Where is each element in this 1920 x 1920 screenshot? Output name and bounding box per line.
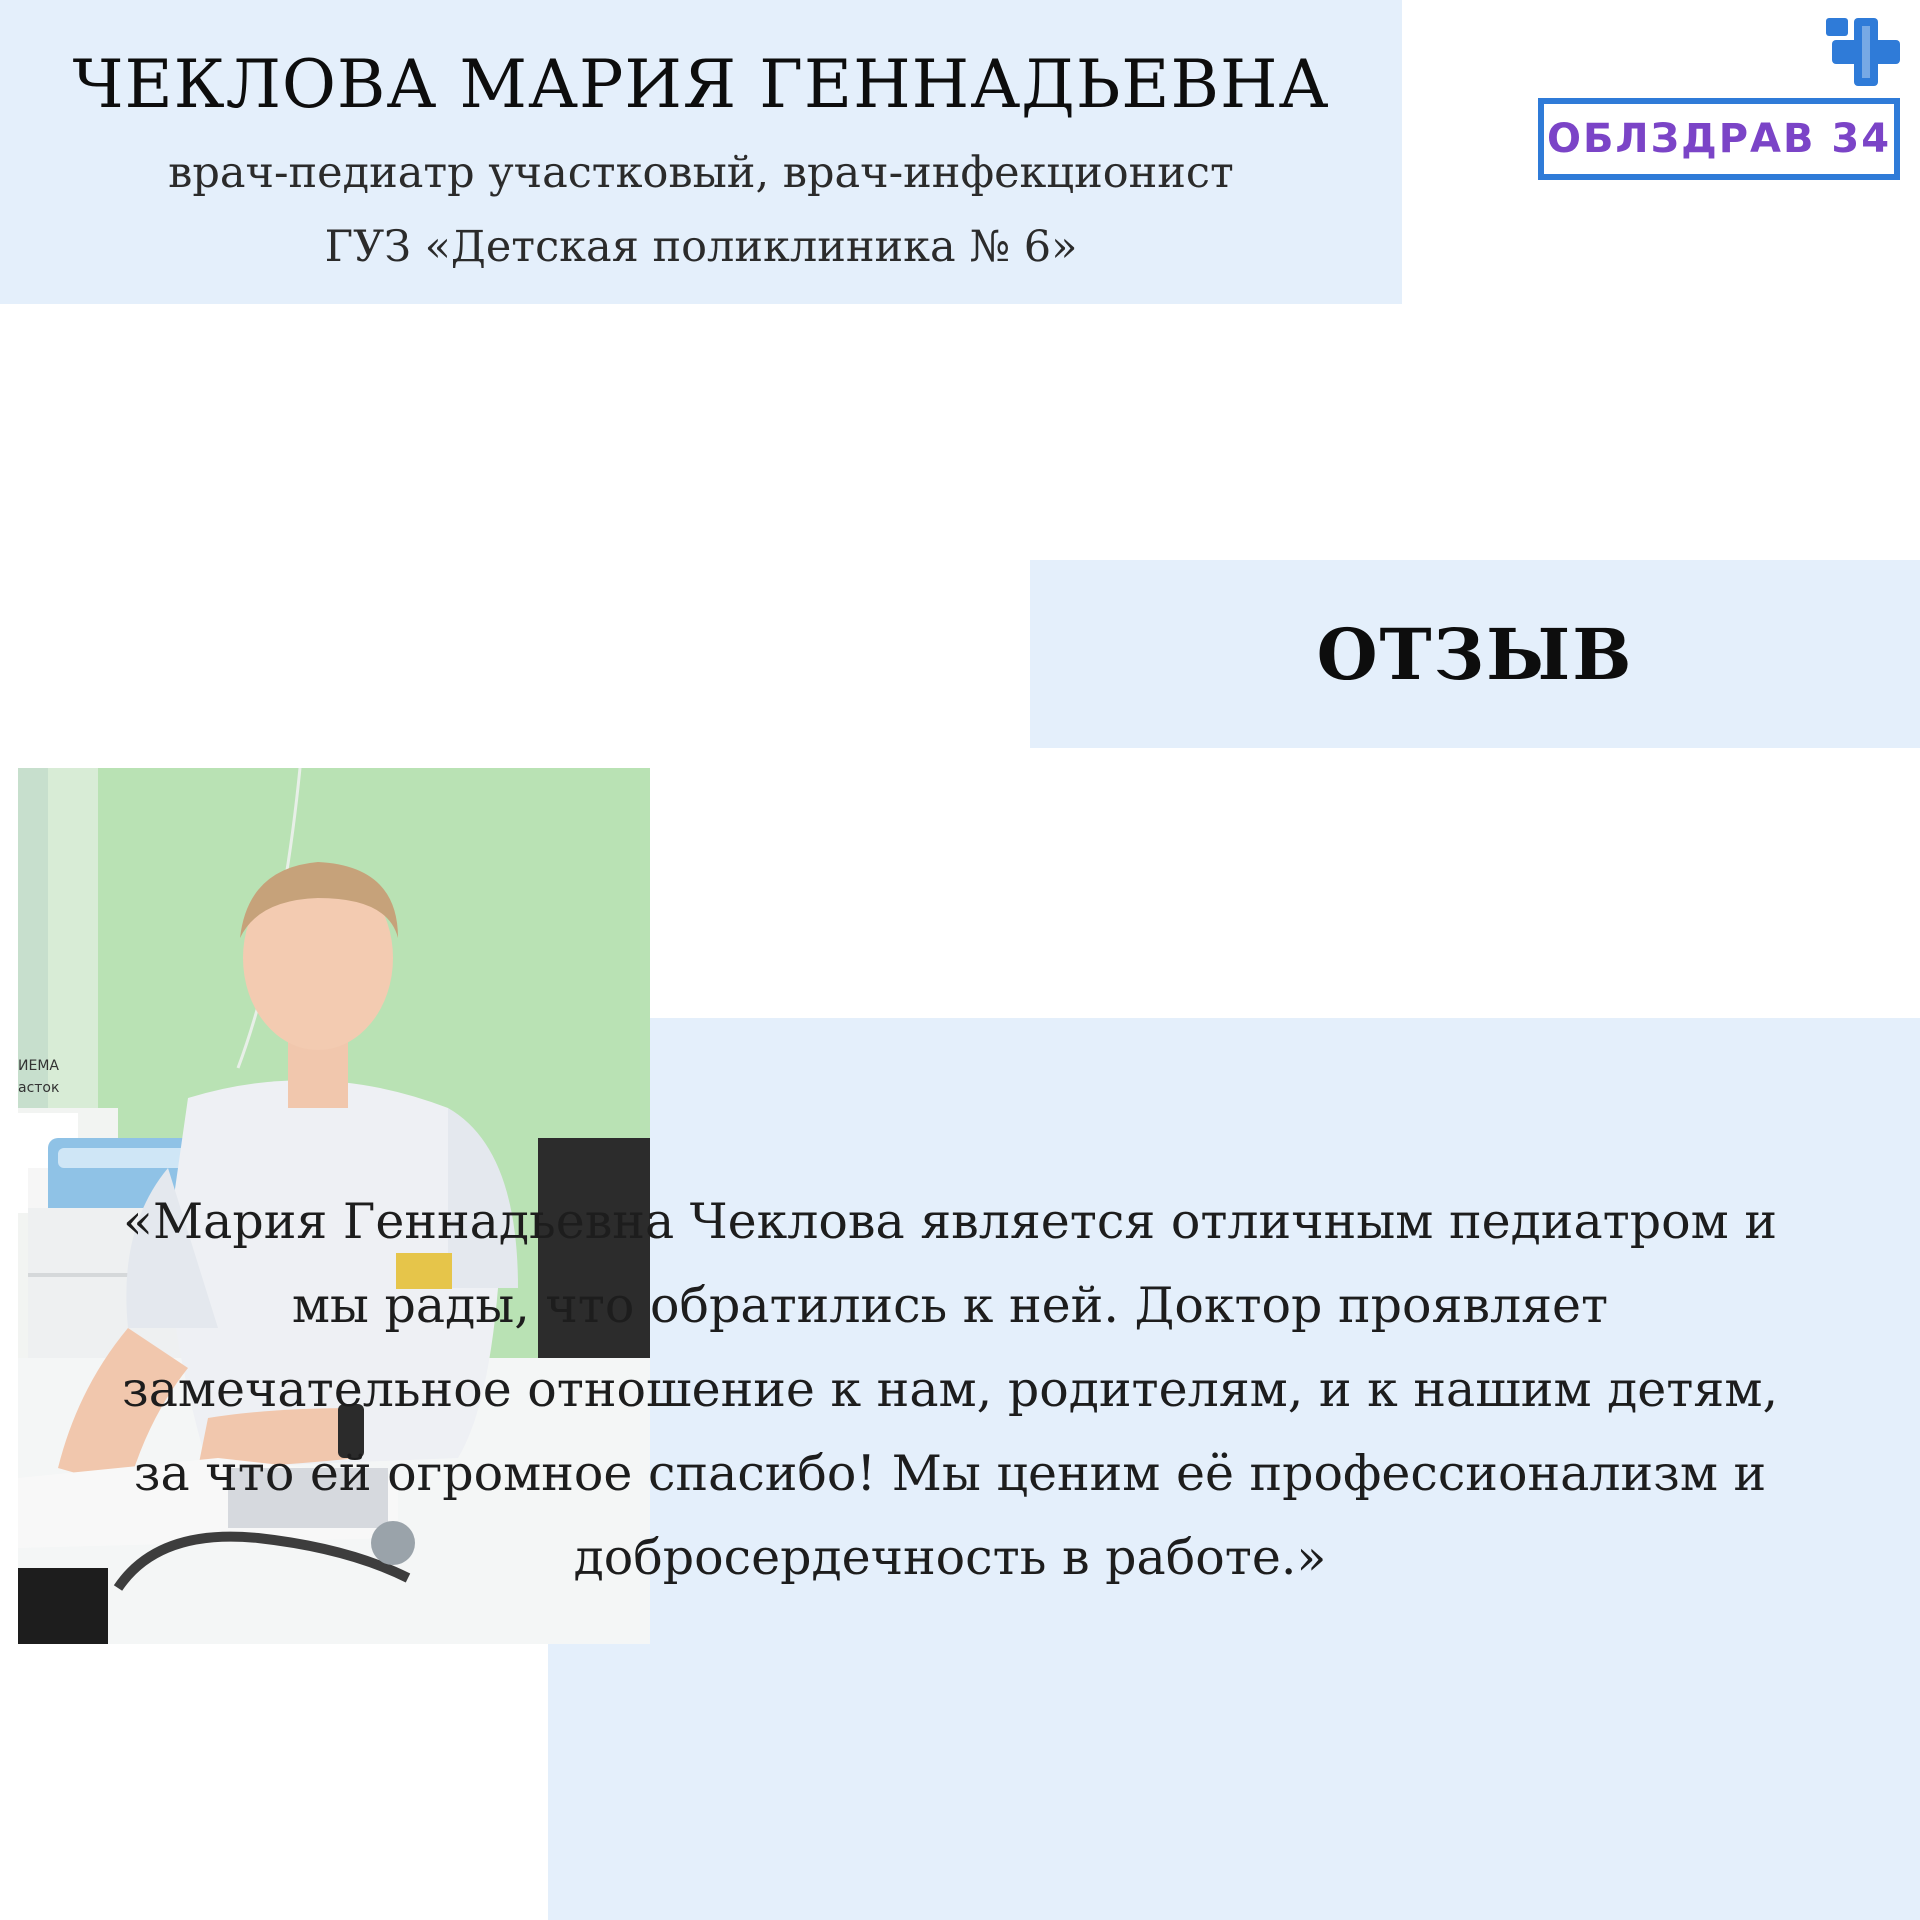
doctor-name: ЧЕКЛОВА МАРИЯ ГЕННАДЬЕВНА — [72, 46, 1330, 123]
doctor-clinic: ГУЗ «Детская поликлиника № 6» — [324, 222, 1078, 272]
review-heading: ОТЗЫВ — [1316, 612, 1634, 696]
doctor-position: врач-педиатр участковый, врач-инфекционист — [168, 148, 1234, 198]
photo-sign-line1: ИЕМА — [18, 1058, 59, 1074]
oblzdrav-logo — [1536, 14, 1912, 194]
logo-text: ОБЛЗДРАВ 34 — [1546, 116, 1892, 162]
logo-frame — [1538, 98, 1900, 180]
photo-sign-line2: асток — [18, 1080, 60, 1096]
medical-cross-icon — [1826, 18, 1906, 86]
review-quote: «Мария Геннадьевна Чеклова является отличным педиатром и мы рады, что обратились к ней. Доктор проявляет замечательное отношение к нам, родителям, и к нашим детям, за что ей огромное спасибо! Мы ценим её профессионализм и добросердечность в работе.» — [121, 1193, 1779, 1586]
review-heading-panel — [1030, 560, 1920, 748]
